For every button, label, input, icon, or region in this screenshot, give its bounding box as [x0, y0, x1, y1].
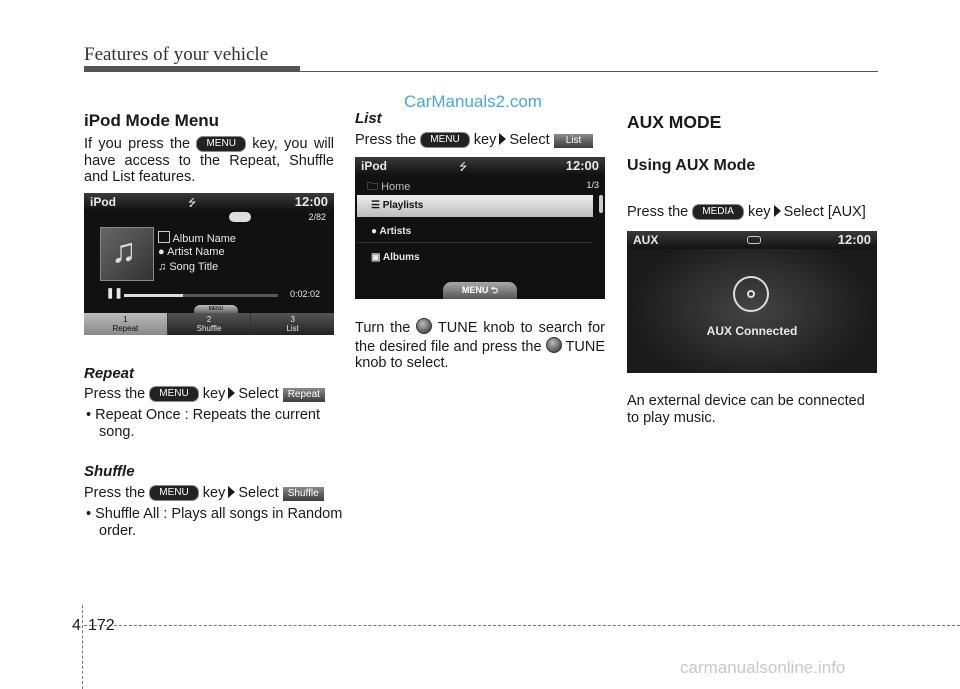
key-text: key [747, 204, 771, 220]
song-icon: ♫ [158, 261, 167, 273]
select-text: Select [509, 132, 550, 148]
arrow-right-icon [499, 133, 506, 145]
key-text: key [202, 386, 226, 402]
watermark-top: CarManuals2.com [404, 92, 542, 111]
softkey-num: 2 [206, 315, 212, 324]
repeat-instruction [84, 386, 325, 403]
ipod-screen [84, 193, 334, 335]
heading-ipod-mode-menu: iPod Mode Menu [84, 111, 220, 130]
folder-icon: 🗀 [367, 181, 378, 193]
arrow-right-icon [228, 387, 235, 399]
menu-label: MENU [461, 285, 489, 295]
album-row [158, 231, 236, 245]
menu-key-icon: MENU [149, 485, 198, 501]
track-count: 2/82 [308, 212, 326, 222]
select-text: Select [238, 386, 279, 402]
list-item-label: Playlists [382, 200, 424, 211]
turn-end: TUNE knob to select. [355, 338, 605, 371]
softkey-num: 3 [290, 315, 295, 324]
menu-tab: MENU [194, 305, 238, 313]
softkey-num: 1 [123, 315, 128, 324]
disc-icon [733, 276, 769, 312]
list-item-playlists[interactable] [357, 195, 593, 217]
menu-return-button[interactable] [443, 282, 517, 299]
softkey-label: Repeat [112, 324, 139, 333]
aux-note: An external device can be connected to play music. [627, 393, 865, 426]
artist-icon: ● [371, 226, 378, 237]
screen-time: 12:00 [294, 194, 328, 209]
list-item-albums[interactable] [357, 247, 593, 269]
heading-aux-mode: AUX MODE [627, 112, 722, 132]
header-rule [84, 71, 878, 72]
watermark-bottom: carmanualsonline.info [680, 658, 846, 677]
shuffle-softkey-icon: Shuffle [283, 487, 324, 501]
playlist-icon: ☰ [371, 200, 380, 211]
press-text: Press the [84, 386, 146, 402]
album-art [100, 227, 154, 281]
tune-knob-icon [416, 318, 432, 334]
album-name: Album Name [172, 233, 237, 245]
pause-icon: ❚❚ [106, 288, 123, 299]
intro-pre: If you press the [84, 136, 191, 152]
list-instruction [355, 132, 593, 149]
softkey-shuffle[interactable] [168, 313, 252, 335]
shuffle-bullet-text: Shuffle All : Plays all songs in Random order. [95, 506, 343, 539]
usb-icon: ⭍ [459, 162, 468, 173]
aux-jack-icon [747, 236, 761, 244]
select-text: Select [238, 485, 279, 501]
tune-paragraph [355, 318, 605, 372]
usb-icon: ⭍ [188, 198, 197, 209]
list-scrollbar[interactable] [599, 195, 603, 213]
arrow-right-icon [774, 205, 781, 217]
press-text: Press the [84, 485, 146, 501]
repeat-softkey-icon: Repeat [283, 388, 325, 402]
list-item-label: Albums [382, 252, 420, 263]
key-text: key [473, 132, 497, 148]
return-icon: ⮌ [490, 285, 499, 295]
footer-divider [82, 605, 83, 689]
repeat-bullet: • Repeat Once : Repeats the current song. [86, 407, 320, 440]
turn-post: TUNE knob to search for the desired file and press the [355, 320, 605, 355]
shuffle-instruction [84, 485, 324, 502]
repeat-bullet-text: Repeat Once : Repeats the current song. [95, 407, 320, 440]
list-softkey-icon: List [554, 134, 594, 148]
tune-knob-icon [546, 337, 562, 353]
key-text: key [202, 485, 226, 501]
heading-list: List [355, 110, 382, 127]
artist-row [158, 246, 225, 258]
list-item-artists[interactable] [357, 221, 593, 243]
aux-screen [627, 231, 877, 373]
screen-title: iPod [90, 195, 116, 209]
screen-title: AUX [633, 233, 659, 247]
aux-status: AUX Connected [706, 324, 798, 338]
softkey-repeat[interactable] [84, 313, 168, 335]
press-text: Press the [355, 132, 417, 148]
album-icon [158, 231, 170, 243]
menu-key-icon: MENU [149, 386, 198, 402]
menu-key-icon: MENU [420, 132, 469, 148]
screen-time: 12:00 [565, 158, 599, 173]
heading-using-aux: Using AUX Mode [627, 157, 756, 174]
page-number: 172 [88, 617, 115, 634]
press-text: Press the [627, 204, 689, 220]
album-icon: ▣ [371, 252, 381, 263]
song-title: Song Title [169, 261, 219, 273]
heading-repeat: Repeat [84, 365, 135, 382]
intro-post: key, you will have access to the Repeat, Shuffle and List features. [84, 136, 335, 185]
media-key-icon: MEDIA [692, 204, 744, 220]
progress-fill [124, 294, 183, 297]
menu-key-icon: MENU [196, 136, 245, 152]
chapter-number: 4 [72, 617, 81, 634]
progress-bar [124, 294, 278, 297]
softkey-label: Shuffle [196, 324, 222, 333]
song-row [158, 261, 218, 273]
intro-paragraph [84, 136, 334, 186]
list-item-label: Artists [379, 226, 412, 237]
shuffle-bullet: • Shuffle All : Plays all songs in Random order. [86, 506, 343, 539]
softkey-list[interactable] [251, 313, 334, 335]
list-screen [355, 157, 605, 299]
page-header-title: Features of your vehicle [84, 44, 269, 65]
aux-instruction [627, 204, 866, 221]
repeat-mode-icon [229, 212, 251, 222]
folder-name: Home [381, 181, 411, 193]
list-page: 1/3 [586, 180, 599, 190]
elapsed-time: 0:02:02 [289, 289, 320, 299]
turn-pre: Turn the [355, 320, 411, 336]
arrow-right-icon [228, 486, 235, 498]
select-text: Select [AUX] [783, 204, 866, 220]
screen-time: 12:00 [837, 232, 871, 247]
artist-name: Artist Name [167, 246, 225, 258]
screen-title: iPod [361, 159, 387, 173]
softkey-bar [84, 313, 334, 335]
footer-rule [84, 625, 960, 626]
heading-shuffle: Shuffle [84, 463, 135, 480]
music-note-icon: ♫ [111, 232, 137, 270]
artist-icon: ● [158, 246, 165, 258]
softkey-label: List [286, 324, 299, 333]
